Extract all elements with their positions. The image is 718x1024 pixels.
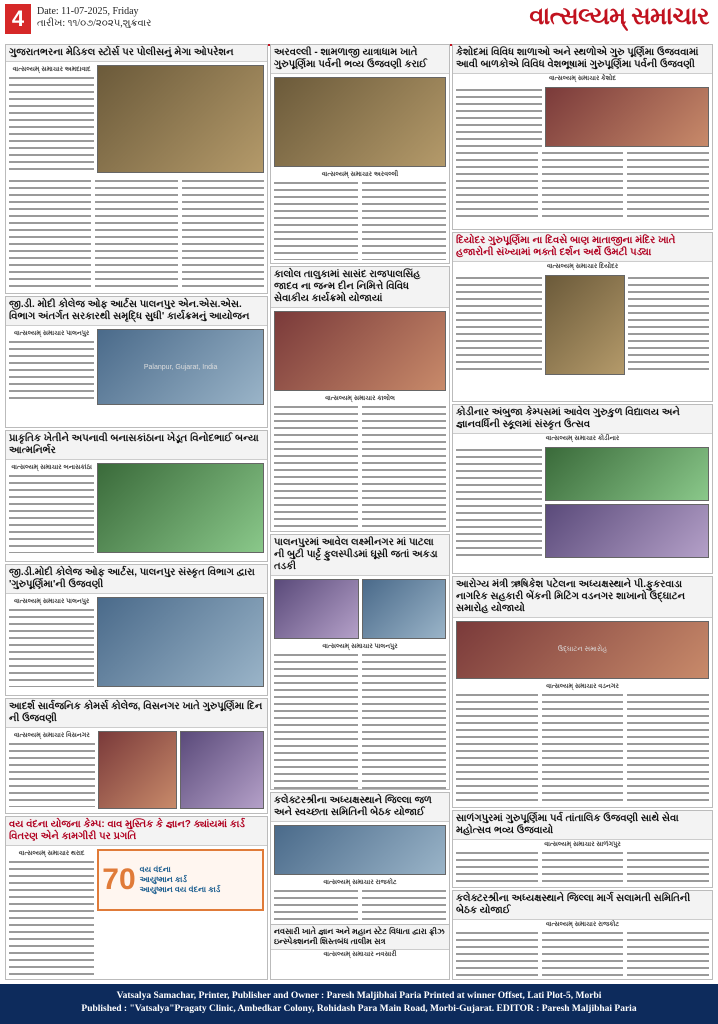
photo-keshod-1 — [545, 87, 709, 147]
article-body — [9, 339, 94, 401]
article-byline: વાત્સલ્યમ્‌ સમાચાર પાલનપુર — [14, 330, 90, 337]
article-headline: પ્રાકૃતિક ખેતીને અપનાવી બનાસકાંઠાના ખેડૂત વિનોદભાઈ બન્યા આત્મનિર્ભર — [6, 431, 267, 460]
article-headline: કલેક્ટરશ્રીના અધ્યક્ષસ્થાને જિલ્લા જળ અને સ્વચ્છતા સમિતિની બેઠક યોજાઈ — [271, 793, 449, 822]
photo-caption: Palanpur, Gujarat, India — [143, 363, 218, 371]
photo-sanskrit-event — [97, 597, 264, 687]
article-body — [9, 741, 95, 807]
photo-college-2 — [180, 731, 264, 809]
article-navsari[interactable] — [270, 924, 450, 980]
article-byline: વાત્સલ્યમ્‌ સમાચાર વિસનગર — [13, 732, 90, 739]
article-headline: દિયોદર ગુરુપૂર્ણિમા ના દિવસે બાણ માતાજીના મંદિર ખાતે હજારોની સંખ્યામાં ભક્તો દર્શન અર્થે ઉમટી પડ્યા — [453, 233, 712, 262]
article-body — [456, 275, 542, 375]
photo-accident-1 — [274, 579, 359, 639]
photo-kodinar-2 — [545, 504, 709, 558]
ayushman-ad — [97, 849, 264, 911]
article-headline: ગુજરાતભરના મેડિકલ સ્ટોર્સ પર પોલીસનું મેગા ઓપરેશન — [6, 45, 267, 62]
article-keshod-schools[interactable] — [452, 44, 713, 230]
article-byline: વાત્સલ્યમ્‌ સમાચાર પાલનપુર — [14, 598, 90, 605]
newspaper-brand: વાત્સલ્યમ્‌ સમાચાર — [529, 4, 709, 30]
article-headline: કાલોલ તાલુકામાં સાસંદ રાજપાલસિંહ જાદવ ના જન્મ દીન નિમિત્તે વિવિધ સેવાકીય કાર્યક્રમો યોજાયાં — [271, 267, 449, 308]
article-byline: વાત્સલ્યમ્‌ સમાચાર દિયોદર — [546, 263, 619, 270]
article-headline: પાલનપુરમાં આવેલ લક્ષ્મીનગર માં પાટલા ની બુટી પાર્ટ્ટ ફુલસ્પીડમાં ઘૂસી જતાં અકડા તડકી — [271, 535, 449, 576]
article-byline: વાત્સલ્યમ્‌ સમાચાર થરાદ — [18, 850, 85, 857]
article-deodar-temple[interactable] — [452, 232, 713, 402]
page-number: 4 — [5, 4, 31, 34]
article-vadnagar-bank[interactable] — [452, 576, 713, 808]
article-headline: અરવલ્લી - શામળાજી યાત્રાધામ ખાતે ગુરુપૂર્ણિમા પર્વની ભવ્ય ઉજવણી કરાઈ — [271, 45, 449, 74]
ad-number: 70 — [102, 863, 136, 896]
article-sanskrit-gurupurnima[interactable] — [5, 564, 268, 696]
article-headline: આરોગ્ય મંત્રી ઋષિકેશ પટેલના અધ્યક્ષસ્થાને પી.ફુકરવાડા નાગરિક સહકારી બેંકની મિટિંગ વડનગર શાખાનો ઉદ્ઘાટન સમારોહ યોજાયો — [453, 577, 712, 618]
article-byline: વાત્સલ્યમ્‌ સમાચાર કાલોલ — [325, 395, 395, 402]
article-shamlaji[interactable] — [270, 44, 450, 264]
footer-line1: Vatsalya Samachar, Printer, Publisher and Owner : Paresh Maljibhai Paria Printed at winner Offset, Lati Plot-5, Morbi — [116, 991, 602, 1001]
article-headline: કેશોદમાં વિવિધ શાળાઓ અને સ્થળોએ ગુરુ પૂર્ણિમા ઉજવવામાં આવી બાળકોએ વિવિધ વેશભૂષામાં ગુરુપૂર્ણિમા પર્વની ઉજવણી — [453, 45, 712, 74]
masthead — [5, 4, 713, 44]
photo-nss-event — [97, 329, 264, 405]
article-headline: નવસારી ખાતે જ્ઞાન અને મહાન સ્ટેટ વિધાતા દ્વારા ફ્રીઝ ઇન્સ્પેક્શનની શિસ્તબંધ તાલીમ સત્ર — [271, 925, 449, 950]
article-body — [9, 75, 94, 175]
photo-water-meeting — [274, 825, 446, 875]
article-byline: વાત્સલ્યમ્‌ સમાચાર નવસારી — [323, 951, 397, 958]
ad-line1: વય વંદના — [139, 865, 171, 874]
article-body — [9, 607, 94, 687]
article-byline: વાત્સલ્યમ્‌ સમાચાર રાજકોટ — [545, 921, 620, 928]
article-road-safety[interactable] — [452, 890, 713, 980]
photo-caption: ઉદ્ઘાટન સમારોહ — [557, 646, 608, 653]
date-english: Date: 11-07-2025, Friday — [37, 6, 139, 17]
article-body — [9, 473, 94, 553]
article-byline: વાત્સલ્યમ્‌ સમાચાર પાલનપુર — [322, 643, 398, 650]
photo-kalol-event — [274, 311, 446, 391]
article-natural-farming[interactable] — [5, 430, 268, 562]
photo-vadnagar-inauguration — [456, 621, 709, 679]
ad-line2: આયુષ્માન કાર્ડ — [139, 875, 187, 884]
article-byline: વાત્સલ્યમ્‌ સમાચાર કોડીનાર — [545, 435, 620, 442]
ad-line3: આયુષ્માન વય વંદના કાર્ડ — [139, 885, 221, 894]
photo-shamlaji-temple — [274, 77, 446, 167]
article-vay-vandana[interactable] — [5, 816, 268, 980]
photo-medical-store — [97, 65, 264, 173]
article-headline: કોડીનાર અંબુજા કેમ્પસમાં આવેલ ગુરુકુળ વિદ્યાલય અને જ્ઞાનવર્ધિની સ્કૂલમાં સંસ્કૃત ઉત્સવ — [453, 405, 712, 434]
article-kalol-mp[interactable] — [270, 266, 450, 532]
article-palanpur-accident[interactable] — [270, 534, 450, 790]
photo-farmer — [97, 463, 264, 553]
article-byline: વાત્સલ્યમ્‌ સમાચાર કેશોદ — [549, 75, 616, 82]
photo-kodinar-1 — [545, 447, 709, 501]
article-salangpur[interactable] — [452, 810, 713, 888]
article-headline: આદર્શ સાર્વજનિક કોમર્સ કોલેજ, વિસનગર ખાતે ગુરુપૂર્ણિમા દિન ની ઉજવણી — [6, 699, 267, 728]
article-medical-stores[interactable] — [5, 44, 268, 294]
article-vismagar-college[interactable] — [5, 698, 268, 814]
article-byline: વાત્સલ્યમ્‌ સમાચાર સાળંગપુર — [544, 841, 621, 848]
article-body — [456, 87, 542, 147]
footer-line2: Published : "Vatsalya"Pragaty Clinic, Ambedkar Colony, Rohidash Para Main Road, Morbi-Gujarat. EDITOR : Paresh Maljibhai Paria — [81, 1004, 637, 1014]
date-gujarati: તારીખ: ૧૧/૦૭/૨૦૨૫,શુક્રવાર — [37, 18, 152, 29]
photo-accident-2 — [362, 579, 447, 639]
photo-college-1 — [98, 731, 178, 809]
article-headline: જી.ડી. મોદી કોલેજ ઓફ આર્ટસ પાલનપુર એન.એસ.એસ. વિભાગ અંતર્ગત સરકારથી સમૃદ્ધિ સુધી' કાર્યક્રમનું આયોજન — [6, 297, 267, 326]
article-gd-modi-nss[interactable] — [5, 296, 268, 428]
article-grid — [5, 44, 713, 980]
article-byline: વાત્સલ્યમ્‌ સમાચાર બનાસકાંઠા — [11, 464, 92, 471]
article-byline: વાત્સલ્યમ્‌ સમાચાર અરવલ્લી — [321, 171, 399, 178]
publisher-footer — [0, 984, 718, 1024]
article-headline: કલેક્ટરશ્રીના અધ્યક્ષસ્થાને જિલ્લા માર્ગ સલામતી સમિતિની બેઠક યોજાઈ — [453, 891, 712, 920]
photo-temple — [545, 275, 625, 375]
article-byline: વાત્સલ્યમ્‌ સમાચાર રાજકોટ — [323, 879, 397, 886]
article-headline: સાળંગપુરમાં ગુરુપૂર્ણિમા પર્વ તાંતાલિક ઉજવણી સાથે સેવા મહોત્સવ ભવ્ય ઉજવાયો — [453, 811, 712, 840]
article-kodinar-sanskrit[interactable] — [452, 404, 713, 574]
article-byline: વાત્સલ્યમ્‌ સમાચાર વડનગર — [546, 683, 619, 690]
article-body — [456, 447, 542, 557]
article-headline: જી.ડી.મોદી કોલેજ ઓફ આર્ટસ, પાલનપુર સંસ્કૃત વિભાગ દ્વારા 'ગુરુપૂર્ણિમા'ની ઉજવણી — [6, 565, 267, 594]
article-headline: વય વંદના યોજના કેમ્પ: વાવ મુસ્તિક કે જ્ઞાન? ક્યાંયમાં કાર્ડ વિતરણ એને કામગીરી પર પ્રગતિ — [6, 817, 267, 846]
article-byline: વાત્સલ્યમ્‌ સમાચાર અમદાવાદ — [12, 66, 91, 73]
article-body — [9, 859, 94, 979]
